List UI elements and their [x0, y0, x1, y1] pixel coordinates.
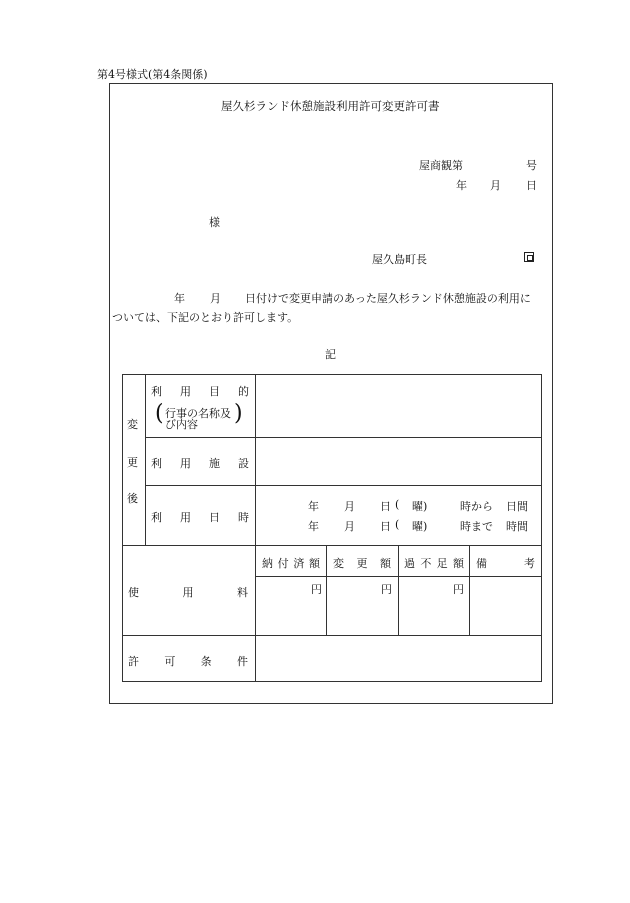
date-month: 月: [490, 179, 501, 192]
datetime-row1-year: 年: [308, 500, 319, 513]
datetime-row2-dow: 曜): [412, 520, 428, 533]
doc-number-prefix: 屋商観第: [419, 159, 463, 172]
yen-paid: 円: [311, 583, 322, 596]
seal-icon: [524, 252, 534, 262]
date-day: 日: [526, 179, 537, 192]
yen-difference: 円: [453, 583, 464, 596]
purpose-note-line2: び内容: [165, 418, 198, 431]
datetime-row2-open: (: [395, 518, 400, 531]
datetime-row2-month: 月: [344, 520, 355, 533]
datetime-row1-open: (: [395, 498, 400, 511]
date-year: 年: [456, 179, 467, 192]
fee-header-remarks: 備 考: [476, 557, 535, 570]
document-title: 屋久杉ランド休憩施設利用許可変更許可書: [221, 99, 440, 113]
form-label: 第4号様式(第4条関係): [97, 68, 208, 81]
datetime-row1-days: 日間: [506, 500, 528, 513]
fee-header-paid: 納 付 済 額: [262, 557, 320, 570]
purpose-note-open-paren: (: [155, 401, 164, 426]
fee-header-difference: 過 不 足 額: [404, 557, 464, 570]
fee-header-change: 変 更 額: [333, 557, 391, 570]
issuer: 屋久島町長: [372, 253, 427, 266]
change-after-char-1: 変: [127, 418, 138, 431]
datetime-row2-day: 日: [380, 520, 391, 533]
datetime-row1-day: 日: [380, 500, 391, 513]
datetime-row2-year: 年: [308, 520, 319, 533]
facility-label: 利 用 施 設: [151, 457, 249, 470]
datetime-row1-month: 月: [344, 500, 355, 513]
body-line2: ついては、下記のとおり許可します。: [112, 311, 299, 324]
purpose-label: 利 用 目 的: [151, 385, 249, 398]
datetime-label: 利 用 日 時: [151, 511, 249, 524]
ki-heading: 記: [325, 348, 336, 361]
datetime-row2-hours: 時間: [506, 520, 528, 533]
purpose-note-close-paren: ): [234, 401, 243, 426]
change-after-char-2: 更: [127, 456, 138, 469]
body-line1: 日付けで変更申請のあった屋久杉ランド休憩施設の利用に: [245, 292, 531, 305]
yen-change: 円: [381, 583, 392, 596]
body-month: 月: [210, 292, 221, 305]
datetime-row1-dow: 曜): [412, 500, 428, 513]
conditions-label: 許 可 条 件: [128, 655, 248, 668]
doc-number-suffix: 号: [526, 159, 537, 172]
purpose-note-line1: 行事の名称及: [165, 407, 231, 420]
change-after-char-3: 後: [127, 492, 138, 505]
datetime-row2-to: 時まで: [460, 520, 493, 533]
fee-label: 使 用 料: [128, 586, 248, 599]
datetime-row1-from: 時から: [460, 500, 493, 513]
body-year: 年: [174, 292, 185, 305]
addressee-suffix: 様: [209, 216, 220, 229]
